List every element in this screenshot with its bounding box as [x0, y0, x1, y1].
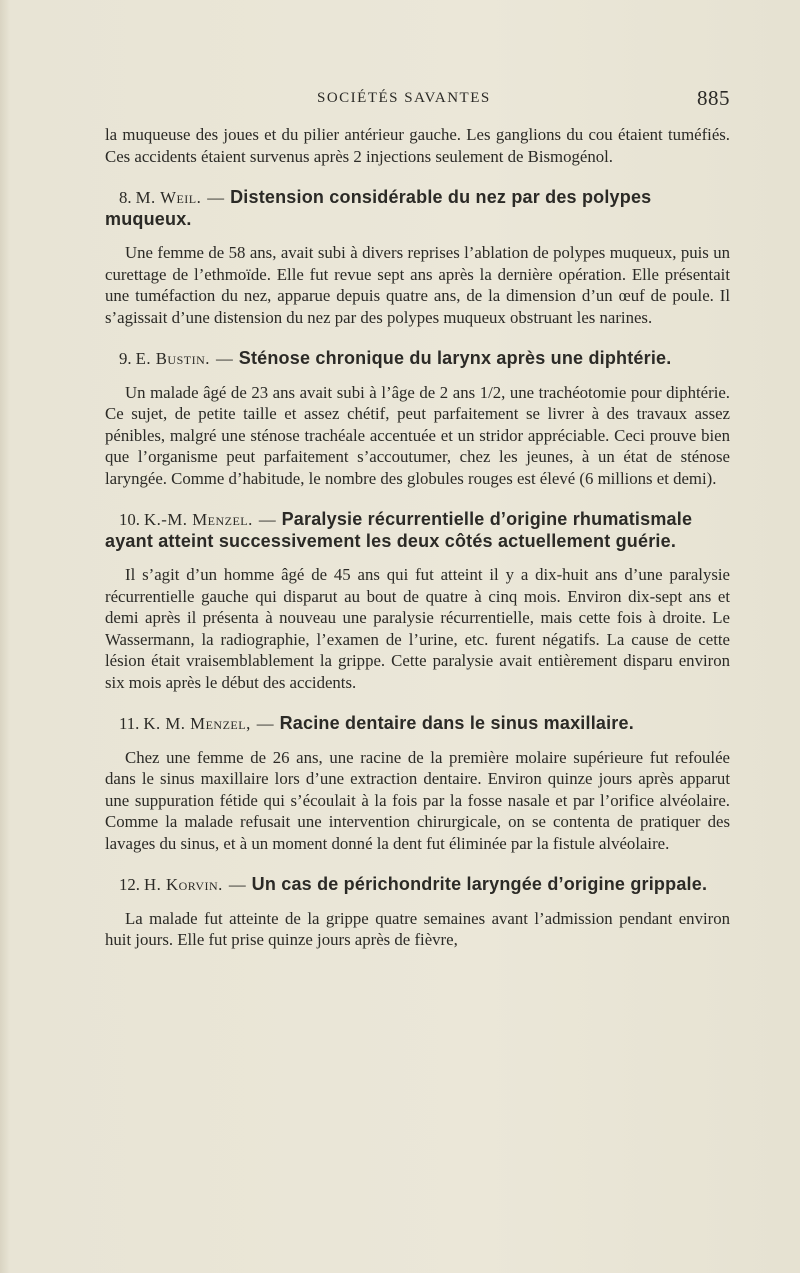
article-body: La malade fut atteinte de la grippe quatre semaines avant l’admission pendant environ huit jours. Elle fut prise quinze jours après de fièvre, [105, 908, 730, 949]
page-header [105, 88, 730, 124]
article-11 [105, 713, 730, 854]
article-number: 9. [119, 349, 132, 368]
article-author: K. M. Menzel, [143, 714, 251, 733]
article-title: Paralysie récurrentielle d’origine rhumatismale ayant atteint successivement les deux côtés actuellement guérie. [105, 509, 693, 551]
article-body: Il s’agit d’un homme âgé de 45 ans qui fut atteint il y a dix-huit ans d’une paralysie récurrentielle gauche qui disparut au bout de quatre à cinq mois. Environ dix-sept ans et demi après il présenta à nouveau une paralysie récurrentielle, mais cette fois à droite. Le Wassermann, la radiographie, l’examen de l’urine, etc. furent négatifs. La cause de cette lésion était vraisemblablement la grippe. Cette paralysie avait entièrement disparu environ six mois après le début des accidents. [105, 565, 730, 692]
article-author: K.-M. Menzel. [143, 510, 253, 529]
article-title: Racine dentaire dans le sinus maxillaire. [279, 713, 634, 733]
heading-dash: — [258, 510, 276, 529]
heading-dash: — [256, 714, 274, 733]
article-12 [105, 874, 730, 951]
article-9 [105, 348, 730, 489]
article-heading [105, 348, 730, 370]
running-head: SOCIÉTÉS SAVANTES [317, 90, 491, 106]
article-title: Distension considérable du nez par des polypes muqueux. [105, 187, 652, 229]
article-heading [105, 713, 730, 735]
article-number: 12. [119, 875, 140, 894]
article-heading [105, 874, 730, 896]
article-author: E. Bustin. [135, 349, 210, 368]
article-title: Un cas de périchondrite laryngée d’origine grippale. [251, 874, 708, 894]
article-heading [105, 509, 730, 552]
article-body: Chez une femme de 26 ans, une racine de la première molaire supérieure fut refoulée dans le sinus maxillaire lors d’une extraction dentaire. Environ quinze jours après apparut une suppuration fétide qui s’écoulait à la fois par la fosse nasale et par l’orifice alvéolaire. Comme la malade refusait une intervention chirurgicale, on se contenta de pratiquer des lavages du sinus, et à un moment donné la dent fut éliminée par la fistule alvéolaire. [105, 747, 730, 853]
article-body: Un malade âgé de 23 ans avait subi à l’âge de 2 ans 1/2, une trachéotomie pour diphtérie. Ce sujet, de petite taille et assez chétif, peut parfaitement se livrer à des travaux assez pénibles, malgré une sténose trachéale accentuée et un stridor appréciable. Ceci prouve bien que l’organisme peut parfaitement s’accoutumer, chez les jeunes, à un état de sténose laryngée. Comme d’habitude, le nombre des globules rouges est élevé (6 millions et demi). [105, 382, 730, 488]
intro-paragraph: la muqueuse des joues et du pilier antérieur gauche. Les ganglions du cou étaient tuméfiés. Ces accidents étaient survenus après 2 injections seulement de Bismogénol. [105, 125, 730, 166]
heading-dash: — [215, 349, 233, 368]
article-author: H. Korvin. [143, 875, 223, 894]
article-author: M. Weil. [135, 188, 202, 207]
article-number: 11. [119, 714, 140, 733]
page-number: 885 [697, 86, 730, 110]
article-body: Une femme de 58 ans, avait subi à divers reprises l’ablation de polypes muqueux, puis un curettage de l’ethmoïde. Elle fut revue sept ans après la dernière opération. Elle présentait une tuméfaction du nez, apparue depuis quatre ans, de la dimension d’un œuf de poule. Il s’agissait d’une distension du nez par des polypes muqueux obstruant les narines. [105, 243, 730, 327]
article-10 [105, 509, 730, 693]
article-number: 8. [119, 188, 132, 207]
intro-block [105, 124, 730, 167]
article-title: Sténose chronique du larynx après une diphtérie. [238, 348, 672, 368]
article-number: 10. [119, 510, 140, 529]
heading-dash: — [228, 875, 246, 894]
article-8 [105, 187, 730, 328]
heading-dash: — [207, 188, 225, 207]
article-heading [105, 187, 730, 230]
